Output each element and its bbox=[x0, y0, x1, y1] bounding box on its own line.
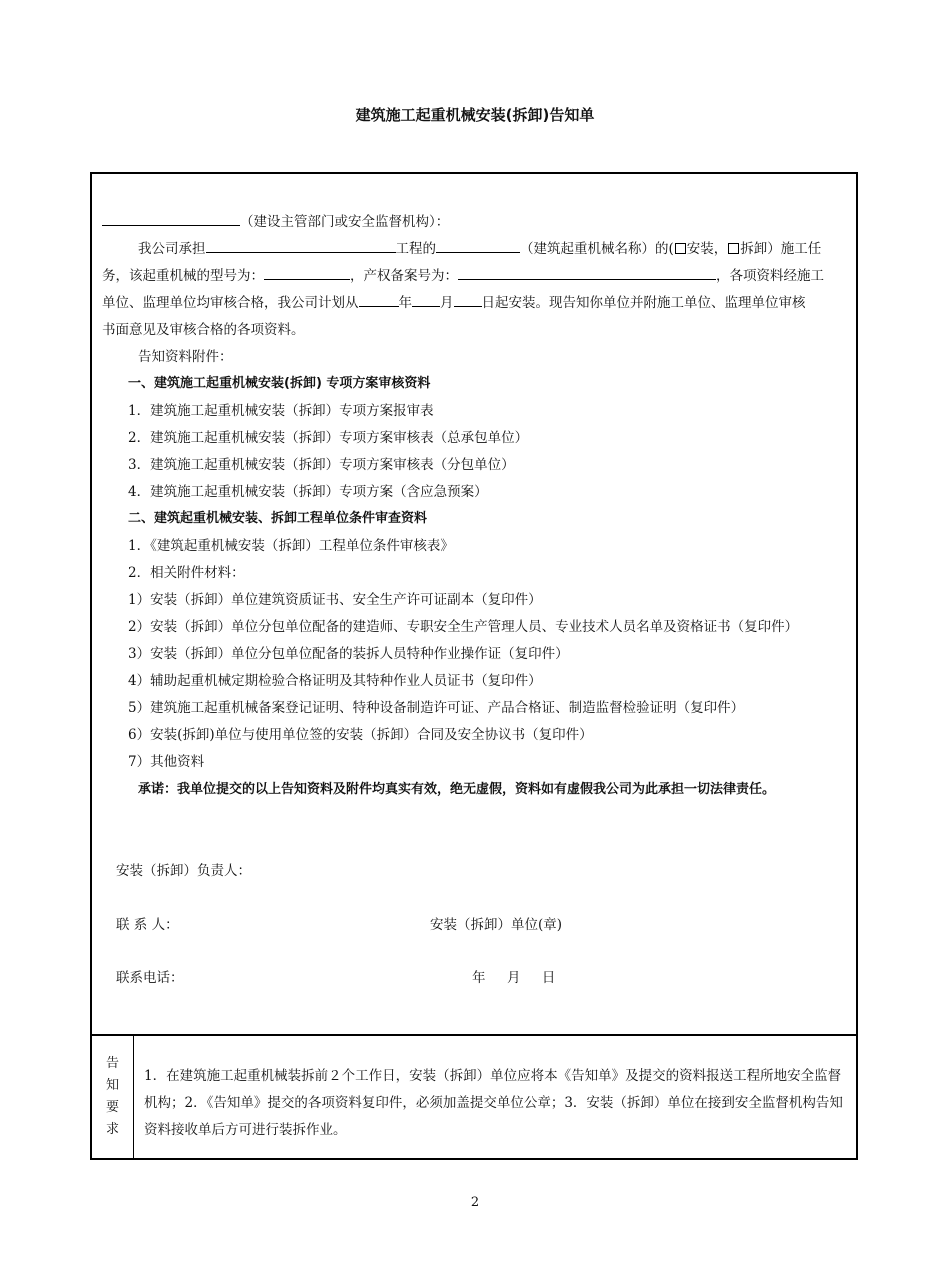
section2-item: 6）安装(拆卸)单位与使用单位签的安装（拆卸）合同及安全协议书（复印件） bbox=[128, 727, 593, 743]
section2-item: 2．相关附件材料： bbox=[128, 565, 245, 581]
registration-number-blank[interactable] bbox=[458, 265, 716, 280]
day-blank[interactable] bbox=[454, 292, 482, 307]
section2-item: 3）安装（拆卸）单位分包单位配备的装拆人员特种作业操作证（复印件） bbox=[128, 646, 569, 662]
attachments-heading: 告知资料附件： bbox=[138, 349, 233, 365]
section1-item: 2．建筑施工起重机械安装（拆卸）专项方案审核表（总承包单位） bbox=[128, 430, 529, 446]
section1-heading: 一、建筑施工起重机械安装(拆卸) 专项方案审核资料 bbox=[128, 376, 431, 391]
section2-heading: 二、建筑起重机械安装、拆卸工程单位条件审查资料 bbox=[128, 511, 428, 526]
addressee-blank[interactable] bbox=[102, 211, 240, 226]
section2-item: 7）其他资料 bbox=[128, 754, 205, 770]
machine-name-blank[interactable] bbox=[436, 238, 520, 253]
project-name-blank[interactable] bbox=[206, 238, 396, 253]
requirements-text: 1．在建筑施工起重机械装拆前２个工作日，安装（拆卸）单位应将本《告知单》及提交的资料报送工程所地安全监督机构；2．《告知单》提交的各项资料复印件，必须加盖提交单位公章；3．安装（拆卸）单位在接到安全监督机构告知资料接收单后方可进行装拆作业。 bbox=[144, 1068, 843, 1138]
paragraph-line-1: 我公司承担 工程的 （建筑起重机械名称）的( 安装， 拆卸）施工任 bbox=[138, 237, 888, 257]
pledge-statement: 承诺：我单位提交的以上告知资料及附件均真实有效，绝无虚假，资料如有虚假我公司为此承担一切法律责任。 bbox=[138, 782, 776, 797]
section2-item: 1）安装（拆卸）单位建筑资质证书、安全生产许可证副本（复印件） bbox=[128, 592, 542, 608]
date-label: 年 月 日 bbox=[472, 970, 556, 986]
section2-item: 2）安装（拆卸）单位分包单位配备的建造师、专职安全生产管理人员、专业技术人员名单及资格证书（复印件） bbox=[128, 619, 799, 635]
section1-item: 4．建筑施工起重机械安装（拆卸）专项方案（含应急预案） bbox=[128, 484, 488, 500]
dismantle-checkbox[interactable] bbox=[728, 243, 739, 254]
notice-form bbox=[90, 172, 858, 1160]
paragraph-line-2: 务，该起重机械的型号为： ，产权备案号为： ，各项资料经施工 bbox=[102, 264, 852, 284]
unit-seal-label: 安装（拆卸）单位(章) bbox=[430, 917, 563, 933]
section2-item: 4）辅助起重机械定期检验合格证明及其特种作业人员证书（复印件） bbox=[128, 673, 542, 689]
responsible-person-label: 安装（拆卸）负责人： bbox=[116, 863, 251, 879]
section1-item: 3．建筑施工起重机械安装（拆卸）专项方案审核表（分包单位） bbox=[128, 457, 515, 473]
install-checkbox[interactable] bbox=[675, 243, 686, 254]
section2-item: 5）建筑施工起重机械备案登记证明、特种设备制造许可证、产品合格证、制造监督检验证明（复印件） bbox=[128, 700, 745, 716]
page-number: 2 bbox=[470, 1195, 480, 1210]
contact-person-label: 联 系 人： bbox=[116, 917, 179, 933]
month-blank[interactable] bbox=[412, 292, 440, 307]
addressee-line: （建设主管部门或安全监督机构）： bbox=[102, 210, 852, 230]
document-title: 建筑施工起重机械安装(拆卸)告知单 bbox=[355, 106, 595, 124]
requirements-label: 告 知 要 求 bbox=[92, 1036, 134, 1158]
paragraph-line-4: 书面意见及审核合格的各项资料。 bbox=[102, 322, 305, 338]
requirements-section bbox=[92, 1036, 856, 1158]
paragraph-line-3: 单位、监理单位均审核合格，我公司计划从 年 月 日起安装。现告知你单位并附施工单位、监理单位审核 bbox=[102, 291, 852, 311]
model-blank[interactable] bbox=[264, 265, 350, 280]
section1-item: 1．建筑施工起重机械安装（拆卸）专项方案报审表 bbox=[128, 403, 434, 419]
section2-item: 1．《建筑起重机械安装（拆卸）工程单位条件审核表》 bbox=[128, 538, 454, 554]
year-blank[interactable] bbox=[359, 292, 399, 307]
contact-phone-label: 联系电话： bbox=[116, 970, 184, 986]
notice-body bbox=[92, 174, 856, 1034]
